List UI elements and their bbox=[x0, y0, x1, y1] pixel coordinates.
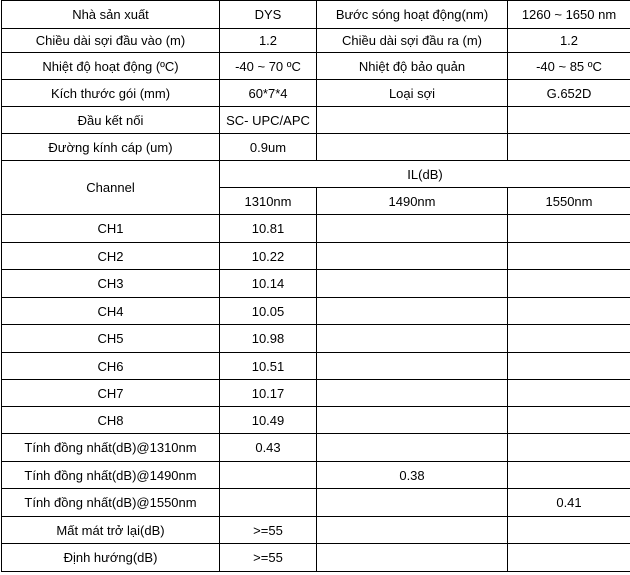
table-row bbox=[2, 53, 630, 80]
storage-temp-label: Nhiệt độ bảo quản bbox=[317, 53, 508, 80]
channel-label: CH7 bbox=[2, 380, 220, 407]
empty-cell bbox=[317, 107, 508, 134]
table-row bbox=[2, 407, 630, 434]
uniformity-1310-value: 0.43 bbox=[220, 434, 317, 462]
channel-label: CH8 bbox=[2, 407, 220, 434]
table-row bbox=[2, 353, 630, 380]
il-1310-value: 10.98 bbox=[220, 325, 317, 353]
wavelength-1550-header: 1550nm bbox=[508, 188, 630, 215]
channel-label: CH4 bbox=[2, 298, 220, 325]
uniformity-1490-label: Tính đồng nhất(dB)@1490nm bbox=[2, 462, 220, 489]
empty-cell bbox=[317, 407, 508, 434]
channel-label: CH5 bbox=[2, 325, 220, 353]
manufacturer-label: Nhà sản xuất bbox=[2, 1, 220, 29]
empty-cell bbox=[508, 517, 630, 544]
directivity-value: >=55 bbox=[220, 544, 317, 572]
empty-cell bbox=[317, 380, 508, 407]
il-1310-value: 10.05 bbox=[220, 298, 317, 325]
table-row bbox=[2, 434, 630, 462]
empty-cell bbox=[508, 407, 630, 434]
empty-cell bbox=[508, 107, 630, 134]
uniformity-1550-label: Tính đồng nhất(dB)@1550nm bbox=[2, 489, 220, 517]
channel-label: CH3 bbox=[2, 270, 220, 298]
empty-cell bbox=[508, 215, 630, 243]
empty-cell bbox=[317, 517, 508, 544]
table-row bbox=[2, 462, 630, 489]
empty-cell bbox=[317, 353, 508, 380]
empty-cell bbox=[317, 298, 508, 325]
empty-cell bbox=[508, 243, 630, 270]
empty-cell bbox=[508, 298, 630, 325]
uniformity-1490-value: 0.38 bbox=[317, 462, 508, 489]
empty-cell bbox=[317, 134, 508, 161]
channel-header: Channel bbox=[2, 161, 220, 215]
empty-cell bbox=[317, 489, 508, 517]
empty-cell bbox=[508, 434, 630, 462]
empty-cell bbox=[317, 243, 508, 270]
channel-label: CH2 bbox=[2, 243, 220, 270]
table-row bbox=[2, 325, 630, 353]
channel-label: CH1 bbox=[2, 215, 220, 243]
output-length-value: 1.2 bbox=[508, 29, 630, 53]
op-temp-value: -40 ~ 70 ºC bbox=[220, 53, 317, 80]
table-row bbox=[2, 270, 630, 298]
empty-cell bbox=[220, 462, 317, 489]
table-row bbox=[2, 161, 630, 188]
spec-table bbox=[1, 0, 630, 572]
directivity-label: Định hướng(dB) bbox=[2, 544, 220, 572]
empty-cell bbox=[317, 434, 508, 462]
empty-cell bbox=[317, 215, 508, 243]
channel-label: CH6 bbox=[2, 353, 220, 380]
fiber-type-label: Loại sợi bbox=[317, 80, 508, 107]
return-loss-value: >=55 bbox=[220, 517, 317, 544]
empty-cell bbox=[317, 270, 508, 298]
table-row bbox=[2, 1, 630, 29]
empty-cell bbox=[508, 462, 630, 489]
op-temp-label: Nhiệt độ hoạt động (ºC) bbox=[2, 53, 220, 80]
table-row bbox=[2, 517, 630, 544]
return-loss-label: Mất mát trở lại(dB) bbox=[2, 517, 220, 544]
empty-cell bbox=[317, 544, 508, 572]
cable-diameter-value: 0.9um bbox=[220, 134, 317, 161]
empty-cell bbox=[220, 489, 317, 517]
connector-value: SC- UPC/APC bbox=[220, 107, 317, 134]
uniformity-1310-label: Tính đồng nhất(dB)@1310nm bbox=[2, 434, 220, 462]
il-1310-value: 10.51 bbox=[220, 353, 317, 380]
empty-cell bbox=[508, 325, 630, 353]
table-row bbox=[2, 80, 630, 107]
fiber-type-value: G.652D bbox=[508, 80, 630, 107]
input-length-value: 1.2 bbox=[220, 29, 317, 53]
wavelength-1490-header: 1490nm bbox=[317, 188, 508, 215]
table-row bbox=[2, 215, 630, 243]
il-1310-value: 10.81 bbox=[220, 215, 317, 243]
package-label: Kích thước gói (mm) bbox=[2, 80, 220, 107]
table-row bbox=[2, 29, 630, 53]
wavelength-value: 1260 ~ 1650 nm bbox=[508, 1, 630, 29]
table-row bbox=[2, 380, 630, 407]
uniformity-1550-value: 0.41 bbox=[508, 489, 630, 517]
empty-cell bbox=[508, 353, 630, 380]
package-value: 60*7*4 bbox=[220, 80, 317, 107]
empty-cell bbox=[508, 380, 630, 407]
empty-cell bbox=[508, 134, 630, 161]
table-row bbox=[2, 489, 630, 517]
manufacturer-value: DYS bbox=[220, 1, 317, 29]
table-row bbox=[2, 134, 630, 161]
il-1310-value: 10.49 bbox=[220, 407, 317, 434]
wavelength-1310-header: 1310nm bbox=[220, 188, 317, 215]
output-length-label: Chiều dài sợi đầu ra (m) bbox=[317, 29, 508, 53]
table-row bbox=[2, 107, 630, 134]
empty-cell bbox=[508, 270, 630, 298]
connector-label: Đầu kết nối bbox=[2, 107, 220, 134]
table-row bbox=[2, 544, 630, 572]
empty-cell bbox=[508, 544, 630, 572]
table-row bbox=[2, 298, 630, 325]
empty-cell bbox=[317, 325, 508, 353]
input-length-label: Chiều dài sợi đầu vào (m) bbox=[2, 29, 220, 53]
il-1310-value: 10.17 bbox=[220, 380, 317, 407]
table-row bbox=[2, 243, 630, 270]
il-1310-value: 10.22 bbox=[220, 243, 317, 270]
il-header: IL(dB) bbox=[220, 161, 630, 188]
storage-temp-value: -40 ~ 85 ºC bbox=[508, 53, 630, 80]
il-1310-value: 10.14 bbox=[220, 270, 317, 298]
cable-diameter-label: Đường kính cáp (um) bbox=[2, 134, 220, 161]
wavelength-label: Bước sóng hoạt động(nm) bbox=[317, 1, 508, 29]
